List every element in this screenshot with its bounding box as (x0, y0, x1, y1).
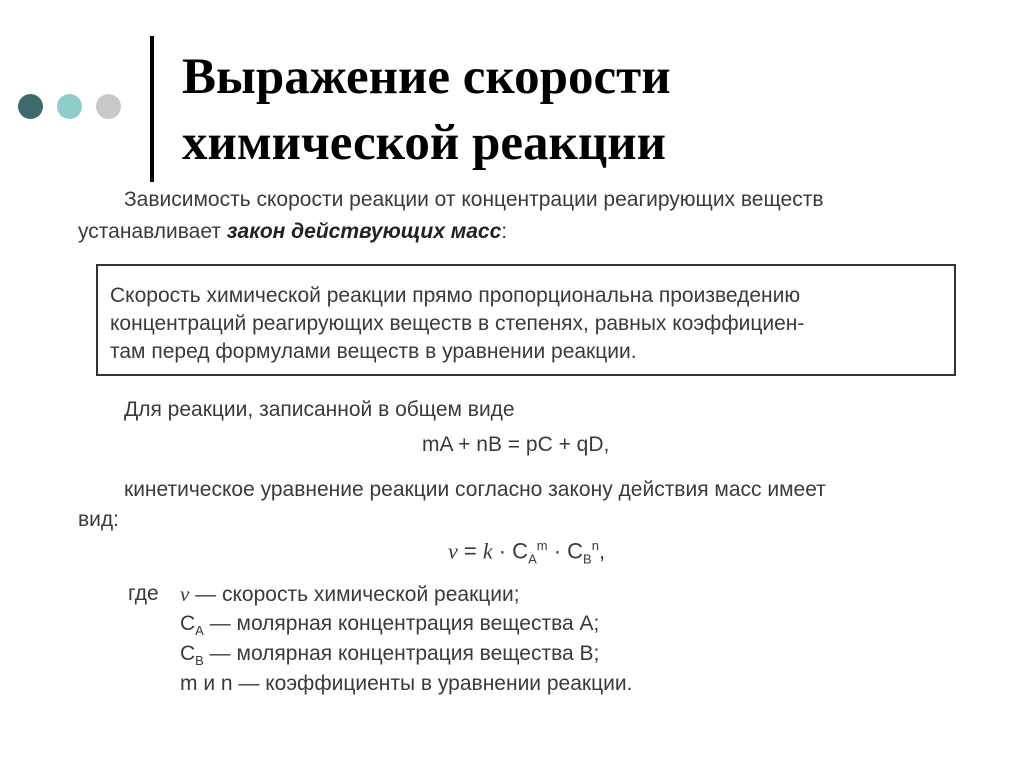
definition-coefficients: m и n — коэффициенты в уравнении реакции. (180, 672, 633, 695)
dot-dark (18, 94, 43, 119)
definitions-where: где (128, 582, 159, 605)
conc-b: C (567, 538, 584, 564)
definition-rate (180, 580, 520, 609)
conc-a-power: m (536, 538, 548, 553)
title-line-2: химической реакции (182, 115, 667, 171)
law-name: закон действующих масс (226, 220, 502, 243)
conc-a-sub: A (528, 551, 537, 567)
kinetic-equation (448, 532, 605, 574)
box-line-1: Скорость химической реакции прямо пропорциональна произведению (110, 284, 801, 307)
conc-b-sub: B (583, 551, 592, 567)
equals-sign: = (457, 538, 483, 564)
box-line-2: концентраций реагирующих веществ в степенях, равных коэффициен- (110, 312, 805, 335)
box-line-3: там перед формулами веществ в уравнении реакции. (110, 340, 637, 363)
intro-suffix: : (501, 220, 508, 243)
general-text: Для реакции, записанной в общем виде (124, 398, 515, 421)
intro-line-2 (78, 218, 507, 246)
dot-gray (96, 94, 121, 119)
dot-teal (57, 94, 82, 119)
law-statement-box (96, 264, 956, 376)
equation-end: , (598, 538, 606, 564)
def-rate-text: — скорость химической реакции; (189, 583, 520, 606)
def-cb-symbol: C (180, 642, 196, 665)
slide-title (182, 44, 671, 176)
def-cb-text: — молярная концентрация вещества В; (203, 642, 600, 665)
intro-prefix: устанавливает (78, 220, 227, 243)
def-ca-text: — молярная концентрация вещества А; (203, 612, 600, 635)
title-line-1: Выражение скорости (182, 49, 671, 105)
def-rate-symbol: v (180, 582, 190, 606)
rate-symbol: v (448, 538, 458, 564)
def-ca-sub: A (195, 623, 204, 639)
def-ca-symbol: C (180, 612, 196, 635)
title-divider (150, 36, 154, 182)
dot-op-2: · (547, 538, 568, 564)
dot-op-1: · (492, 538, 513, 564)
intro-line-1: Зависимость скорости реакции от концентрации реагирующих веществ (124, 188, 824, 211)
conc-a: C (512, 538, 529, 564)
rate-constant: k (482, 538, 493, 564)
def-cb-sub: B (195, 653, 204, 669)
kinetic-line-1: кинетическое уравнение реакции согласно закону действия масс имеет (124, 478, 826, 501)
kinetic-line-2: вид: (78, 508, 119, 531)
conc-b-power: n (591, 538, 599, 553)
decorative-dots (18, 94, 121, 119)
general-equation: mA + nB = pC + qD, (422, 433, 610, 456)
